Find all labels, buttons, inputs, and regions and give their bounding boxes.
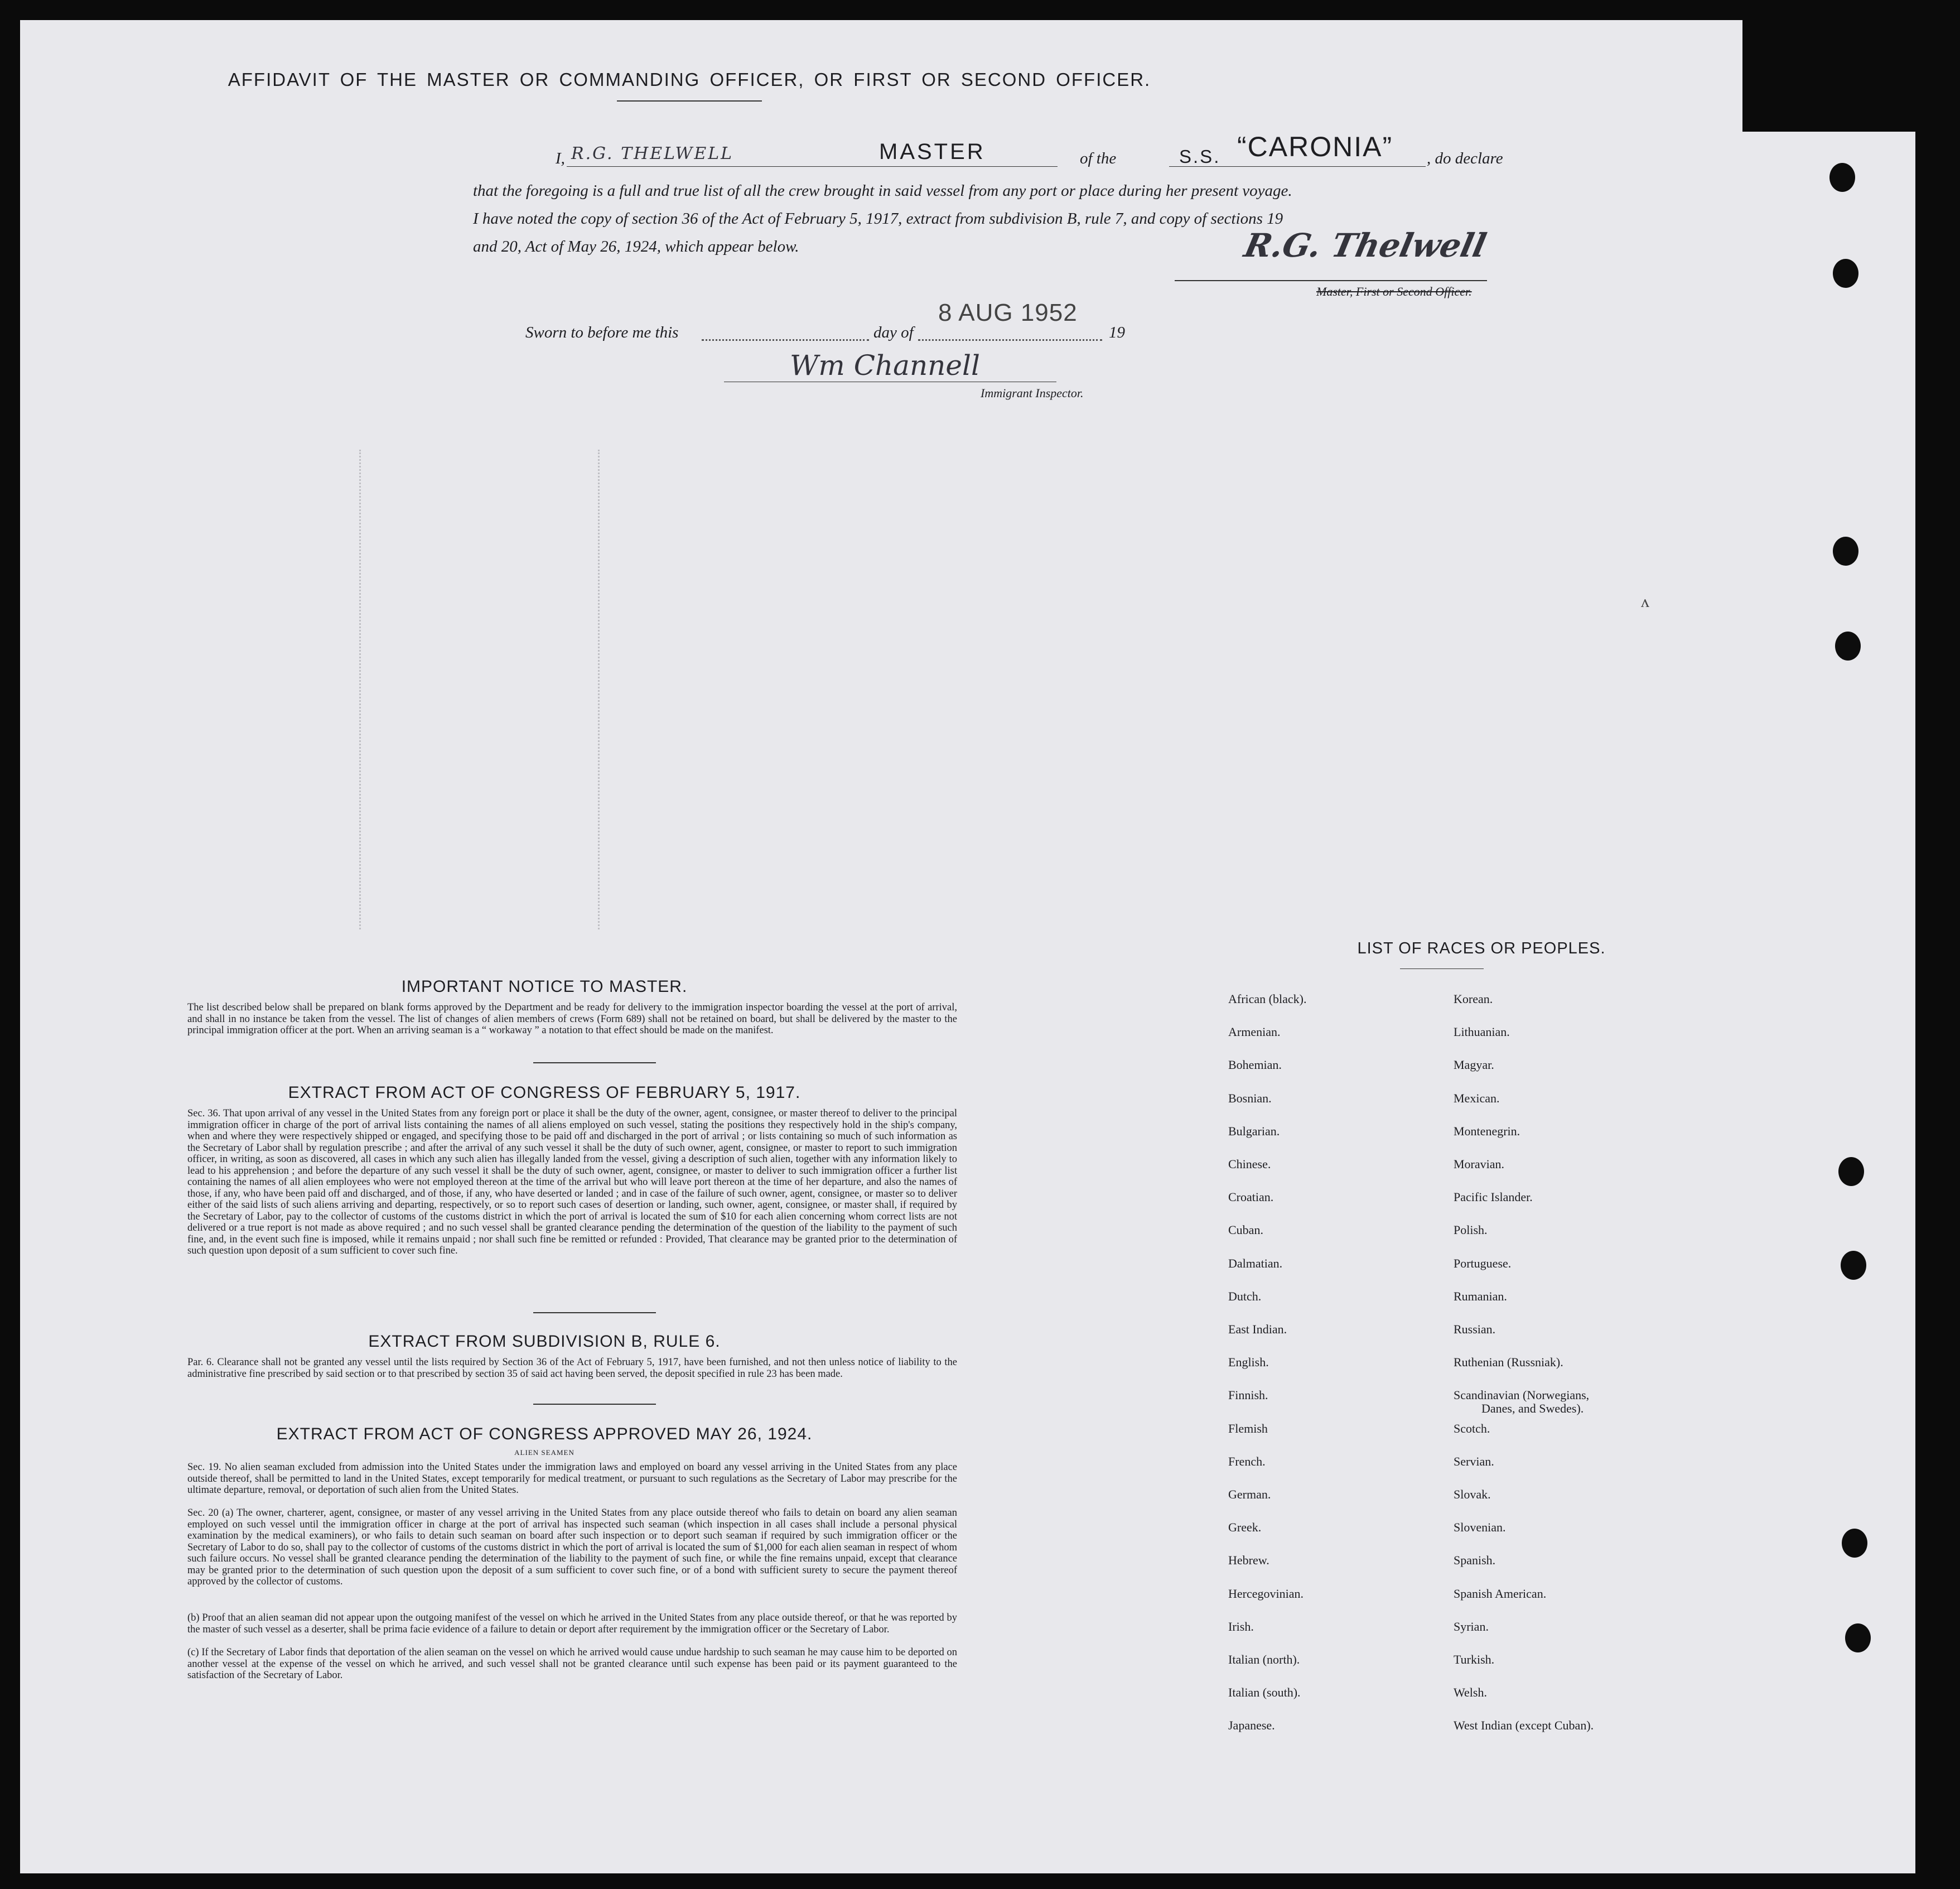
- signature-caption: Master, First or Second Officer.: [1316, 285, 1472, 298]
- race-right-item: Moravian.: [1454, 1157, 1505, 1171]
- vessel-name: “CARONIA”: [1237, 131, 1393, 162]
- race-right-item: Pacific Islander.: [1454, 1190, 1533, 1204]
- divider: [533, 1312, 656, 1313]
- divider: [533, 1404, 656, 1405]
- race-right-item: Montenegrin.: [1454, 1124, 1520, 1138]
- stray-mark: ʌ: [1641, 592, 1649, 611]
- affidavit-title: AFFIDAVIT OF THE MASTER OR COMMANDING OFFICER, OR FIRST OR SECOND OFFICER.: [228, 69, 1151, 90]
- race-left-item: Flemish: [1228, 1421, 1268, 1435]
- race-left-item: Bohemian.: [1228, 1058, 1282, 1072]
- race-left-item: Bulgarian.: [1228, 1124, 1280, 1138]
- race-right-item: Turkish.: [1454, 1652, 1495, 1666]
- race-right-item: Russian.: [1454, 1322, 1496, 1336]
- act-1924-title: EXTRACT FROM ACT OF CONGRESS APPROVED MAY 26, 1924.: [276, 1425, 813, 1443]
- sworn-text: Sworn to before me this: [525, 324, 679, 341]
- master-signature: R.G. Thelwell: [1240, 227, 1490, 264]
- race-left-item: Croatian.: [1228, 1190, 1274, 1204]
- signature-line: [1175, 280, 1487, 281]
- name-line: [567, 166, 1058, 167]
- race-right-item: Korean.: [1454, 992, 1493, 1006]
- race-left-item: Hebrew.: [1228, 1553, 1269, 1568]
- race-left-item: Hercegovinian.: [1228, 1586, 1304, 1601]
- race-left-item: African (black).: [1228, 992, 1307, 1006]
- document-page: [20, 20, 1915, 1873]
- divider: [533, 1062, 656, 1063]
- race-right-item: Ruthenian (Russniak).: [1454, 1355, 1563, 1370]
- date-blank: [918, 339, 1102, 341]
- punch-hole: [1838, 1157, 1864, 1186]
- race-left-item: Greek.: [1228, 1520, 1262, 1535]
- race-left-item: Finnish.: [1228, 1388, 1268, 1403]
- rank-master: MASTER: [879, 139, 986, 164]
- punch-hole: [1829, 163, 1855, 192]
- race-right-item: Polish.: [1454, 1223, 1488, 1237]
- sec-20c-text: (c) If the Secretary of Labor finds that deportation of the alien seaman on the vessel on which he arrived would cause undue hardship to such seaman he may cause him to be deported on another vessel at the expense of the vessel on which he arrived, and such vessel shall not be granted clearance until such expense has been paid or its payment guaranteed to the satisfaction of the Secretary of Labor.: [187, 1647, 957, 1681]
- vessel-line: [1169, 166, 1426, 167]
- sec-20b-text: (b) Proof that an alien seaman did not appear upon the outgoing manifest of the vessel on which he arrived in the United States from any place outside thereof, or that he was reported by the master of such vessel as a deserter, shall be prima facie evidence of a failure to detain or deport after requirement by the immigration officer or the Secretary of Labor.: [187, 1612, 957, 1635]
- race-right-item: Slovak.: [1454, 1487, 1491, 1501]
- notice-text: The list described below shall be prepared on blank forms approved by the Department and be ready for delivery to the immigration inspector boarding the vessel at the port of arrival, and shall in no instance be taken from the vessel. The list of changes of alien members of crews (Form 689) shall not be retained on board, but shall be delivered by the master to the principal immigration officer at the port. When an arriving seaman is a “ workaway ” a notation to that effect should be made on the manifest.: [187, 1002, 957, 1036]
- race-left-item: Italian (north).: [1228, 1652, 1300, 1666]
- declaration-line-3: I have noted the copy of section 36 of the Act of February 5, 1917, extract from subdivision B, rule 7, and copy of sections 19: [473, 210, 1283, 228]
- race-right-item: Scotch.: [1454, 1421, 1490, 1435]
- divider: [1400, 968, 1484, 969]
- do-declare-text: , do declare: [1427, 150, 1503, 167]
- race-right-item: Mexican.: [1454, 1091, 1500, 1105]
- punch-hole: [1845, 1623, 1871, 1652]
- punch-hole: [1835, 632, 1861, 661]
- declaration-line-4: and 20, Act of May 26, 1924, which appear below.: [473, 238, 799, 256]
- declaration-prefix: I,: [556, 150, 565, 167]
- inspector-caption: Immigrant Inspector.: [981, 386, 1084, 400]
- column-guide: [359, 450, 363, 929]
- column-guide: [598, 450, 602, 929]
- day-blank: [702, 339, 869, 341]
- race-right-item: Slovenian.: [1454, 1520, 1506, 1535]
- race-right-item: Portuguese.: [1454, 1256, 1512, 1270]
- race-left-item: Irish.: [1228, 1619, 1254, 1633]
- year-prefix: 19: [1109, 324, 1125, 341]
- races-title: LIST OF RACES OR PEOPLES.: [1357, 939, 1606, 957]
- race-right-item: Servian.: [1454, 1454, 1494, 1468]
- race-right-item-continuation: Danes, and Swedes).: [1481, 1401, 1584, 1416]
- rule-6-title: EXTRACT FROM SUBDIVISION B, RULE 6.: [368, 1332, 721, 1351]
- race-right-item: Lithuanian.: [1454, 1025, 1510, 1039]
- race-right-item: Rumanian.: [1454, 1289, 1507, 1303]
- race-left-item: Japanese.: [1228, 1718, 1275, 1733]
- race-right-item: Welsh.: [1454, 1685, 1487, 1700]
- rule-6-text: Par. 6. Clearance shall not be granted any vessel until the lists required by Section 36 of the Act of February 5, 1917, have been furnished, and not then unless notice of liability to the administrative fine prescribed by said section or to that prescribed by section 35 of said act having been served, the deposit specified in rule 23 has been made.: [187, 1357, 957, 1380]
- race-right-item: Syrian.: [1454, 1619, 1489, 1633]
- race-left-item: East Indian.: [1228, 1322, 1287, 1336]
- race-left-item: Cuban.: [1228, 1223, 1263, 1237]
- master-name-handwritten: R.G. THELWELL: [571, 144, 734, 163]
- race-left-item: English.: [1228, 1355, 1269, 1370]
- race-left-item: Chinese.: [1228, 1157, 1271, 1171]
- of-the-text: of the: [1080, 150, 1117, 167]
- inspector-signature: Wm Channell: [790, 349, 980, 382]
- vessel-prefix: S.S.: [1179, 146, 1221, 167]
- alien-seamen-caption: ALIEN SEAMEN: [514, 1448, 575, 1457]
- sec-19-text: Sec. 19. No alien seaman excluded from admission into the United States under the immigration laws and employed on board any vessel arriving in the United States from any place outside thereof, shall be permitted to land in the United States, except temporarily for medical treatment, or pursuant to such regulations as the Secretary of Labor may prescribe for the ultimate departure, removal, or deportation of such alien from the United States.: [187, 1462, 957, 1496]
- race-left-item: Dutch.: [1228, 1289, 1262, 1303]
- race-right-item: Spanish American.: [1454, 1586, 1547, 1601]
- race-left-item: Armenian.: [1228, 1025, 1281, 1039]
- act-1917-title: EXTRACT FROM ACT OF CONGRESS OF FEBRUARY 5, 1917.: [288, 1083, 801, 1102]
- race-left-item: Bosnian.: [1228, 1091, 1272, 1105]
- date-stamp: 8 AUG 1952: [938, 299, 1078, 326]
- race-left-item: French.: [1228, 1454, 1266, 1468]
- act-1917-text: Sec. 36. That upon arrival of any vessel in the United States from any foreign port or place it shall be the duty of the owner, agent, consignee, or master thereof to deliver to the principal immigration officer in charge of the port of arrival lists containing the names of all aliens employed on such vessel, stating the positions they respectively hold in the ship's company, when and where they were respectively shipped or engaged, and specifying those to be paid off and discharged in the port of arrival ; or lists containing so much of such information as the Secretary of Labor shall by regulation prescribe ; and after the arrival of any such vessel it shall be the duty of such owner, agent, consignee, or master to report to such immigration officer, in writing, as soon as discovered, all cases in which any such alien has illegally landed from the vessel, giving a description of such alien, together with any information likely to lead to his apprehension ; and before the departure of any such vessel it shall be the duty of such owner, agent, consignee, or master to deliver to such immigration officer a further list containing the names of all alien employees who were not employed thereon at the time of the arrival but who will leave port thereon at the time of her departure, and also the names of those, if any, who have been paid off and discharged, and of those, if any, who have deserted or landed ; and in case of the failure of such owner, agent, consignee, or master so to deliver either of the said lists of such aliens arriving and departing, respectively, or so to report such cases of desertion or landing, such owner, agent, consignee, or master shall, if required by the Secretary of Labor, pay to the collector of customs of the customs district in which the port of arrival is located the sum of $10 for each alien concerning whom correct lists are not delivered or a true report is not made as above required ; and no such vessel shall be granted clearance pending the determination of the question of the liability to the payment of such fine, and, in the event such fine is imposed, while it remains unpaid ; nor shall such fine be remitted or refunded : Provided, That clearance may be granted prior to the determination of such question upon deposit of a sum sufficient to cover such fine.: [187, 1108, 957, 1256]
- punch-hole: [1841, 1251, 1866, 1280]
- race-left-item: Italian (south).: [1228, 1685, 1301, 1700]
- race-right-item: West Indian (except Cuban).: [1454, 1718, 1594, 1733]
- divider: [617, 100, 762, 102]
- page-corner-notch: [1742, 20, 1915, 132]
- race-right-item: Spanish.: [1454, 1553, 1496, 1568]
- race-right-item: Magyar.: [1454, 1058, 1494, 1072]
- day-of-text: day of: [873, 324, 914, 341]
- notice-title: IMPORTANT NOTICE TO MASTER.: [401, 977, 688, 996]
- declaration-line-2: that the foregoing is a full and true list of all the crew brought in said vessel from any port or place during her present voyage.: [473, 182, 1292, 200]
- punch-hole: [1833, 259, 1858, 288]
- punch-hole: [1833, 537, 1858, 566]
- race-right-item: Scandinavian (Norwegians,: [1454, 1388, 1590, 1403]
- race-left-item: German.: [1228, 1487, 1271, 1501]
- punch-hole: [1842, 1529, 1867, 1558]
- race-left-item: Dalmatian.: [1228, 1256, 1283, 1270]
- sec-20a-text: Sec. 20 (a) The owner, charterer, agent, consignee, or master of any vessel arriving in the United States from any place outside thereof who fails to detain on board any alien seaman employed on such vessel until the immigration officer in charge at the port of arrival has inspected such seaman (which inspection in all cases shall include a personal physical examination by the medical examiners), or who fails to detain such seaman on board after such inspection or to deport such seaman if required by such immigration officer or the Secretary of Labor to do so, shall pay to the collector of customs of the customs district in which the port of arrival is located the sum of $1,000 for each alien seaman in respect of whom such failure occurs. No vessel shall be granted clearance pending the determination of the liability to the payment of such fine, or while the fine remains unpaid, except that clearance may be granted prior to the determination of such question upon the deposit of a sum sufficient to cover such fine, or of a bond with sufficient surety to secure the payment thereof approved by the collector of customs.: [187, 1507, 957, 1587]
